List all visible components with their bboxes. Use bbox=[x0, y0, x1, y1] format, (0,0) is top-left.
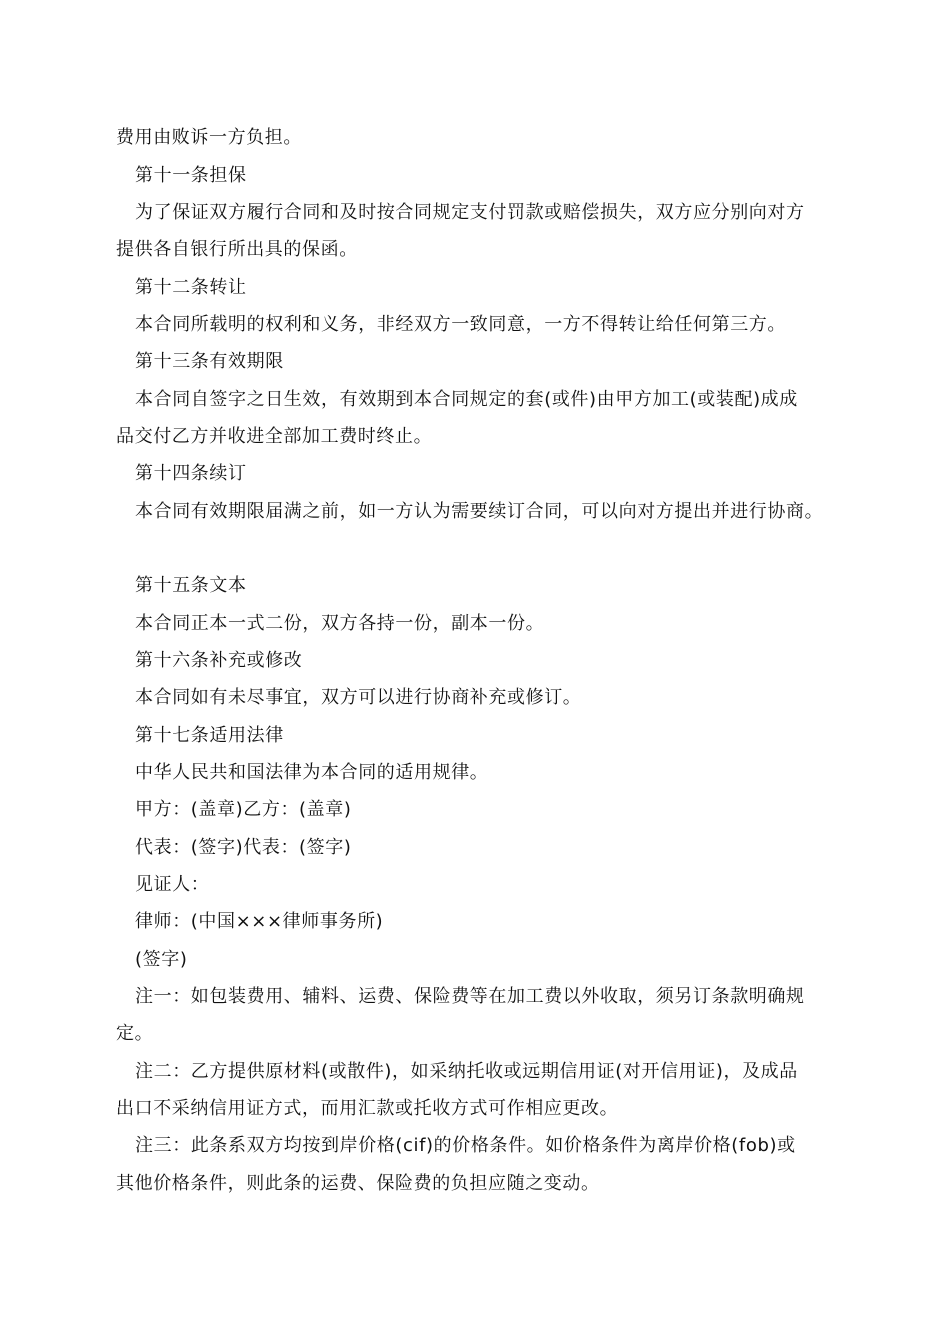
text-line: 中华人民共和国法律为本合同的适用规律。 bbox=[135, 762, 489, 783]
article-heading: 第十一条担保 bbox=[135, 165, 247, 186]
text-line: 本合同自签字之日生效，有效期到本合同规定的套(或件)由甲方加工(或装配)成成 bbox=[135, 389, 798, 410]
lawyer-line: 律师：(中国×××律师事务所) bbox=[135, 911, 384, 932]
text-line: 本合同有效期限届满之前，如一方认为需要续订合同，可以向对方提出并进行协商。 bbox=[135, 501, 824, 522]
text-line: 费用由败诉一方负担。 bbox=[116, 127, 302, 148]
article-heading: 第十六条补充或修改 bbox=[135, 650, 303, 671]
note-line: 注一：如包装费用、辅料、运费、保险费等在加工费以外收取，须另订条款明确规 bbox=[135, 986, 805, 1007]
text-line: 本合同所载明的权利和义务，非经双方一致同意，一方不得转让给任何第三方。 bbox=[135, 314, 786, 335]
note-line: 其他价格条件，则此条的运费、保险费的负担应随之变动。 bbox=[116, 1173, 600, 1194]
text-line: 品交付乙方并收进全部加工费时终止。 bbox=[116, 426, 433, 447]
note-line: 注二：乙方提供原材料(或散件)，如采纳托收或远期信用证(对开信用证)，及成品 bbox=[135, 1061, 798, 1082]
text-line: 本合同正本一式二份，双方各持一份，副本一份。 bbox=[135, 613, 545, 634]
signature-line: 甲方：(盖章)乙方：(盖章) bbox=[135, 799, 352, 820]
article-heading: 第十七条适用法律 bbox=[135, 725, 284, 746]
text-line: 提供各自银行所出具的保函。 bbox=[116, 239, 358, 260]
text-line: 为了保证双方履行合同和及时按合同规定支付罚款或赔偿损失，双方应分别向对方 bbox=[135, 202, 805, 223]
signature-note: (签字) bbox=[135, 949, 188, 970]
signature-line: 代表：(签字)代表：(签字) bbox=[135, 837, 352, 858]
article-heading: 第十四条续订 bbox=[135, 463, 247, 484]
text-line: 本合同如有未尽事宜，双方可以进行协商补充或修订。 bbox=[135, 687, 582, 708]
witness-label: 见证人： bbox=[135, 874, 210, 895]
article-heading: 第十三条有效期限 bbox=[135, 351, 284, 372]
note-line: 注三：此条系双方均按到岸价格(cif)的价格条件。如价格条件为离岸价格(fob)或 bbox=[135, 1135, 796, 1156]
article-heading: 第十五条文本 bbox=[135, 575, 247, 596]
article-heading: 第十二条转让 bbox=[135, 277, 247, 298]
note-line: 出口不采纳信用证方式，而用汇款或托收方式可作相应更改。 bbox=[116, 1098, 619, 1119]
note-line: 定。 bbox=[116, 1023, 154, 1044]
